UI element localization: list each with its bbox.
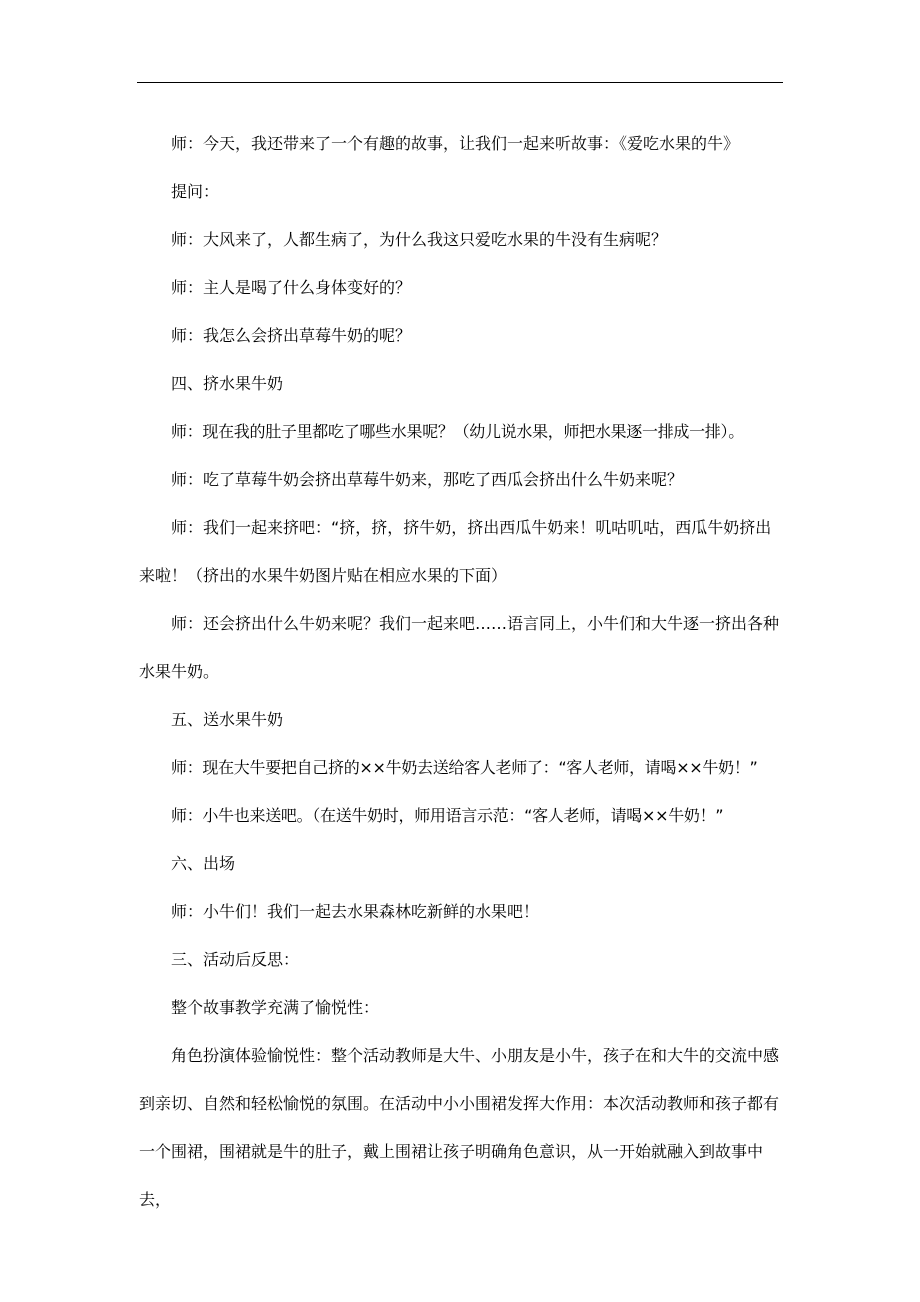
paragraph: 师：小牛们！我们一起去水果森林吃新鲜的水果吧！ (171, 902, 540, 921)
paragraph: 师：我们一起来挤吧：“挤，挤，挤牛奶，挤出西瓜牛奶来！叽咕叽咕，西瓜牛奶挤出来啦！（挤出的水果牛奶图片贴在相应水果的下面） (139, 518, 772, 585)
paragraph: 提问： (171, 182, 220, 201)
section-heading: 三、活动后反思： (171, 950, 300, 969)
paragraph: 师：现在我的肚子里都吃了哪些水果呢？（幼儿说水果，师把水果逐一排成一排）。 (171, 422, 744, 441)
paragraph: 师：现在大牛要把自己挤的××牛奶去送给客人老师了：“客人老师，请喝××牛奶！” (171, 758, 758, 777)
document-body (139, 120, 783, 1224)
paragraph: 师：今天，我还带来了一个有趣的故事，让我们一起来听故事：《爱吃水果的牛》 (171, 134, 740, 153)
section-heading: 五、送水果牛奶 (171, 710, 284, 729)
paragraph: 角色扮演体验愉悦性：整个活动教师是大牛、小朋友是小牛，孩子在和大牛的交流中感到亲切、自然和轻松愉悦的氛围。在活动中小小围裙发挥大作用：本次活动教师和孩子都有一个围裙，围裙就是牛的肚子，戴上围裙让孩子明确角色意识，从一开始就融入到故事中去， (139, 1046, 780, 1209)
section-heading: 四、挤水果牛奶 (171, 374, 284, 393)
paragraph: 师：大风来了，人都生病了，为什么我这只爱吃水果的牛没有生病呢？ (171, 230, 668, 249)
paragraph: 师：我怎么会挤出草莓牛奶的呢？ (171, 326, 412, 345)
paragraph: 整个故事教学充满了愉悦性： (171, 998, 380, 1017)
paragraph: 师：还会挤出什么牛奶来呢？我们一起来吧……语言同上，小牛们和大牛逐一挤出各种水果牛奶。 (139, 614, 780, 681)
paragraph: 师：主人是喝了什么身体变好的？ (171, 278, 412, 297)
header-rule (137, 82, 783, 83)
section-heading: 六、出场 (171, 854, 236, 873)
paragraph: 师：吃了草莓牛奶会挤出草莓牛奶来，那吃了西瓜会挤出什么牛奶来呢？ (171, 470, 684, 489)
paragraph: 师：小牛也来送吧。（在送牛奶时，师用语言示范：“客人老师，请喝××牛奶！” (171, 806, 724, 825)
